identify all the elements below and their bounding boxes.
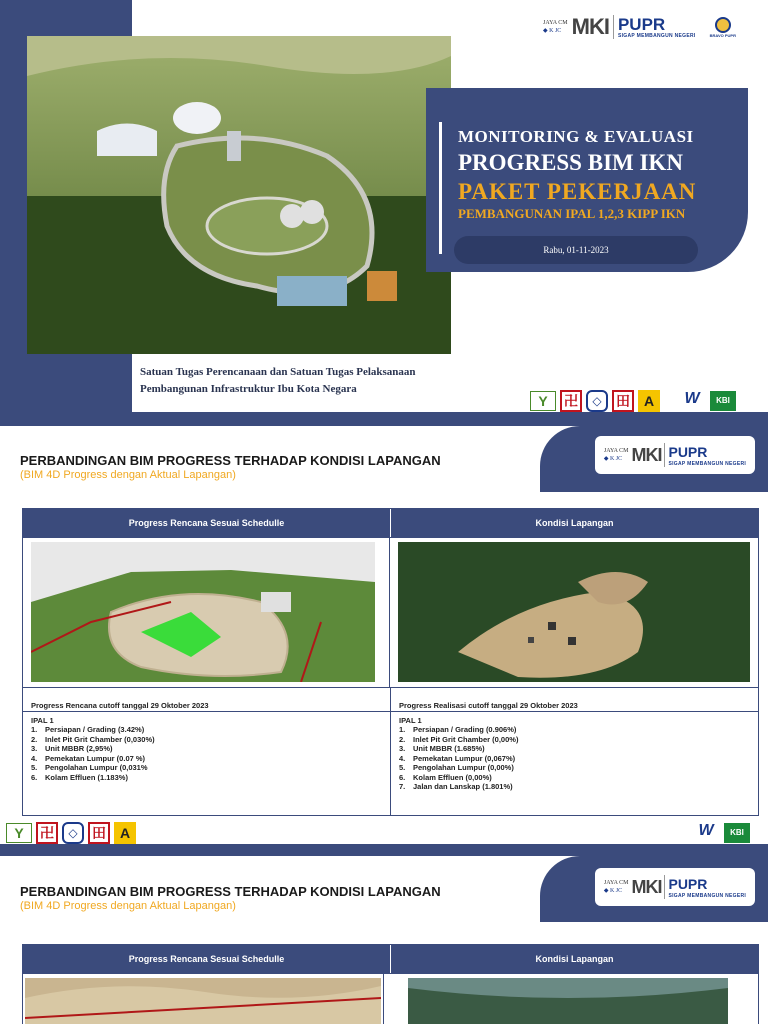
red-box-logo: 田 — [612, 390, 634, 412]
table-header — [23, 509, 758, 537]
logo-divider — [664, 443, 665, 467]
slide-title: PERBANDINGAN BIM PROGRESS TERHADAP KONDISI LAPANGAN — [20, 453, 441, 468]
list-item-number: 1. — [31, 725, 38, 734]
list-item-text: Pemekatan Lumpur (0,067%) — [413, 753, 516, 763]
logo-tab-inner — [595, 868, 755, 906]
red-contractor-logo: 卍 — [560, 390, 582, 412]
plan-progress-cell — [23, 712, 391, 815]
list-item-text: Persiapan / Grading (3.42%) — [45, 725, 145, 734]
bim-model-image — [25, 978, 381, 1024]
col-header-plan: Progress Rencana Sesuai Schedulle — [23, 945, 391, 973]
list-item — [399, 744, 750, 754]
yodya-karya-logo: Y — [530, 391, 556, 411]
mki-logo: MKI — [631, 444, 662, 465]
col-header-plan: Progress Rencana Sesuai Schedulle — [23, 509, 391, 537]
list-item — [31, 773, 382, 783]
field-progress-list — [399, 725, 750, 792]
blue-contractor-logo: ◇ — [62, 822, 84, 844]
waskita-logo: W — [684, 390, 700, 407]
plan-caption: Progress Rencana cutoff tanggal 29 Oktober 2023 — [31, 701, 209, 710]
yodya-karya-logo: Y — [6, 823, 32, 843]
list-item-text: Persiapan / Grading (0.906%) — [413, 725, 517, 734]
yellow-a-logo: A — [114, 822, 136, 844]
kbi-logo: KBI — [724, 823, 750, 843]
field-image-cell — [384, 974, 758, 1024]
field-photo-image — [408, 978, 728, 1024]
field-image-cell — [390, 538, 758, 687]
pupr-logo: PUPR SIGAP MEMBANGUN NEGERI — [617, 14, 696, 39]
jaya-cm-logo: JAYA CM ◆ K JC — [603, 448, 629, 462]
list-item-number: 5. — [31, 763, 38, 772]
field-list-title: IPAL 1 — [399, 716, 422, 725]
slide-title: PERBANDINGAN BIM PROGRESS TERHADAP KONDISI LAPANGAN — [20, 884, 441, 899]
list-item-text: Kolam Effluen (1.183%) — [45, 772, 128, 782]
list-item-text: Unit MBBR (2,95%) — [45, 744, 113, 753]
list-item — [399, 773, 750, 783]
list-item-number: 2. — [399, 734, 406, 744]
list-item — [399, 735, 750, 745]
list-item-number: 4. — [31, 753, 38, 763]
list-item — [31, 744, 382, 754]
list-item-number: 3. — [399, 744, 406, 753]
list-item-number: 2. — [31, 734, 38, 744]
slide-bottom-bar — [0, 844, 768, 850]
title-accent-line — [439, 122, 442, 254]
title-line-3: PAKET PEKERJAAN — [458, 179, 697, 204]
list-item — [399, 763, 750, 773]
mki-logo: MKI — [571, 14, 609, 39]
list-item — [399, 782, 750, 792]
image-row — [23, 973, 758, 1024]
list-item-text: Pengolahan Lumpur (0,031% — [45, 763, 148, 772]
mki-logo: MKI — [631, 876, 662, 897]
caption-line-2: Pembangunan Infrastruktur Ibu Kota Negara — [140, 383, 357, 395]
red-contractor-logo: 卍 — [36, 822, 58, 844]
list-item-text: Inlet Pit Grit Chamber (0,030%) — [45, 734, 155, 744]
title-line-4: PEMBANGUNAN IPAL 1,2,3 KIPP IKN — [458, 206, 686, 221]
plan-progress-list — [31, 725, 382, 782]
field-progress-cell — [391, 712, 758, 815]
bim-image-cell — [23, 538, 390, 687]
plan-list-title: IPAL 1 — [31, 716, 54, 725]
list-item-text: Kolam Effluen (0,00%) — [413, 772, 492, 782]
list-item — [31, 735, 382, 745]
jaya-cm-logo: JAYA CM ◆ K JC — [543, 20, 568, 34]
field-photo-image — [398, 542, 750, 682]
list-item-text: Unit MBBR (1.685%) — [413, 744, 485, 753]
cover-bottom-bar — [0, 412, 768, 418]
comparison-table — [22, 508, 759, 816]
pupr-logo: PUPR SIGAP MEMBANGUN NEGERI — [668, 443, 747, 467]
comparison-slide-1 — [0, 426, 768, 850]
list-item-number: 5. — [399, 763, 406, 772]
list-item — [31, 725, 382, 735]
slide-subtitle: (BIM 4D Progress dengan Aktual Lapangan) — [20, 900, 236, 912]
comparison-table — [22, 944, 759, 1024]
list-item — [399, 754, 750, 764]
red-box-logo: 田 — [88, 822, 110, 844]
cover-slide — [0, 0, 768, 418]
contractor-logos — [6, 822, 136, 844]
logo-divider — [664, 875, 665, 899]
list-item-number: 7. — [399, 782, 406, 791]
partner-logos-right — [692, 822, 750, 844]
bim-image-cell — [23, 974, 384, 1024]
list-item-text: Pengolahan Lumpur (0,00%) — [413, 763, 514, 772]
bravo-icon — [715, 17, 731, 33]
yellow-a-logo: A — [638, 390, 660, 412]
jaya-cm-logo: JAYA CM ◆ K JC — [603, 880, 629, 894]
image-row — [23, 537, 758, 687]
cover-caption — [140, 364, 460, 398]
title-line-1: MONITORING & EVALUASI — [458, 127, 694, 146]
progress-row — [23, 711, 758, 815]
comparison-slide-2 — [0, 856, 768, 1024]
list-item-text: Jalan dan Lanskap (1.801%) — [413, 782, 513, 791]
table-header — [23, 945, 758, 973]
logo-tab-inner — [595, 436, 755, 474]
list-item-text: Inlet Pit Grit Chamber (0,00%) — [413, 734, 519, 744]
bravo-pupr-logo: BRAVO PUPR — [710, 17, 736, 38]
list-item-text: Pemekatan Lumpur (0.07 %) — [45, 753, 146, 763]
bim-model-image — [31, 542, 375, 682]
list-item-number: 6. — [31, 772, 38, 782]
title-line-2: PROGRESS BIM IKN — [458, 150, 683, 175]
caption-line-1: Satuan Tugas Perencanaan dan Satuan Tugas Pelaksanaan — [140, 366, 416, 378]
aerial-render-image — [27, 36, 451, 354]
list-item-number: 1. — [399, 725, 406, 734]
col-header-field: Kondisi Lapangan — [535, 954, 614, 964]
list-item — [31, 754, 382, 764]
date-badge: Rabu, 01-11-2023 — [454, 236, 698, 264]
list-item — [31, 763, 382, 773]
slide-subtitle: (BIM 4D Progress dengan Aktual Lapangan) — [20, 469, 236, 481]
pupr-logo: PUPR SIGAP MEMBANGUN NEGERI — [668, 875, 747, 899]
blue-contractor-logo: ◇ — [586, 390, 608, 412]
col-header-field: Kondisi Lapangan — [535, 518, 614, 528]
partner-logos — [543, 14, 736, 40]
field-caption: Progress Realisasi cutoff tanggal 29 Oktober 2023 — [399, 701, 578, 710]
waskita-logo: W — [698, 822, 714, 839]
logo-divider — [613, 15, 614, 39]
list-item-number: 6. — [399, 772, 406, 782]
contractor-logos — [530, 390, 736, 412]
list-item — [399, 725, 750, 735]
list-item-number: 4. — [399, 753, 406, 763]
kbi-logo: KBI — [710, 391, 736, 411]
list-item-number: 3. — [31, 744, 38, 753]
caption-row — [23, 687, 758, 711]
